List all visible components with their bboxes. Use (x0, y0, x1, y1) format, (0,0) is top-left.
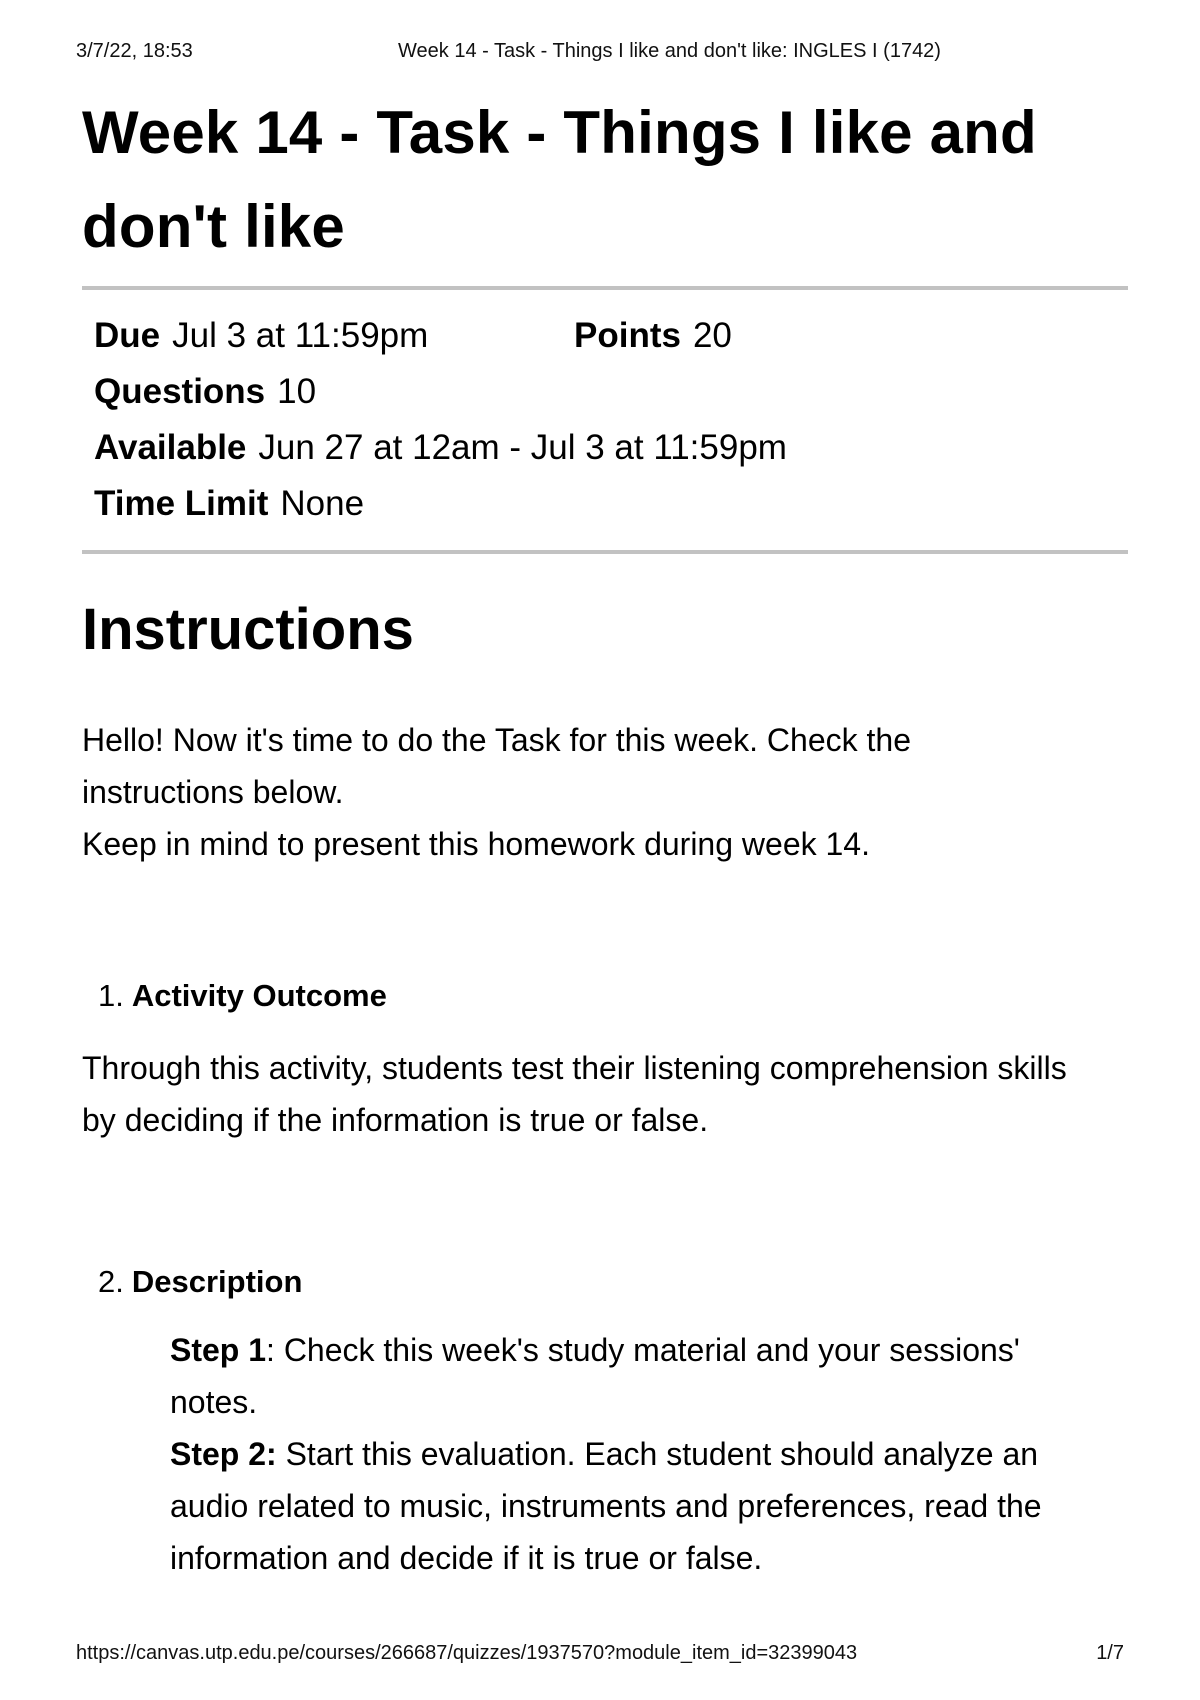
print-date: 3/7/22, 18:53 (76, 40, 193, 62)
list-number: 1. (98, 978, 124, 1013)
intro-line-1: Hello! Now it's time to do the Task for this week. Check the instructions below. (82, 722, 911, 810)
available-value: Jun 27 at 12am - Jul 3 at 11:59pm (258, 428, 787, 467)
step-1-label: Step 1 (170, 1332, 267, 1368)
questions-value: 10 (277, 372, 317, 411)
step-2-text: Start this evaluation. Each student should analyze an audio related to music, instruments and preferences, read the information and decide if it is true or false. (170, 1436, 1042, 1576)
activity-outcome-text: Through this activity, students test their listening comprehension skills by deciding if the information is true or false. (82, 1050, 1067, 1138)
intro-line-2: Keep in mind to present this homework during week 14. (82, 826, 870, 862)
due-value: Jul 3 at 11:59pm (172, 316, 429, 355)
step-2 (170, 1428, 1110, 1584)
step-1-text: : Check this week's study material and your sessions' notes. (170, 1332, 1020, 1420)
time-limit-label: Time Limit (94, 484, 269, 523)
due-row (94, 308, 1128, 364)
quiz-title: Week 14 - Task - Things I like and don't like (82, 99, 1037, 260)
points-field (574, 308, 732, 364)
time-limit-value: None (280, 484, 365, 523)
divider-bottom (82, 550, 1128, 554)
points-value: 20 (692, 316, 732, 355)
step-2-label: Step 2: (170, 1436, 277, 1472)
instructions-intro (82, 714, 1062, 870)
instructions-heading: Instructions (82, 597, 414, 662)
print-header (76, 40, 1124, 64)
points-label: Points (574, 316, 681, 355)
quiz-details (82, 290, 1128, 550)
step-1 (170, 1324, 1110, 1428)
questions-label: Questions (94, 372, 266, 411)
description-steps (82, 1324, 1110, 1584)
description-title: Description (131, 1264, 303, 1299)
print-footer (76, 1642, 1124, 1666)
activity-outcome-title: Activity Outcome (131, 978, 387, 1013)
time-limit-row (94, 476, 1128, 532)
list-number: 2. (98, 1264, 124, 1299)
page-url: https://canvas.utp.edu.pe/courses/266687/quizzes/1937570?module_item_id=32399043 (76, 1642, 858, 1664)
available-label: Available (94, 428, 247, 467)
questions-row (94, 364, 1128, 420)
description-heading (82, 1256, 1128, 1308)
print-document-title: Week 14 - Task - Things I like and don't like: INGLES I (1742) (398, 40, 941, 62)
due-label: Due (94, 316, 161, 355)
activity-outcome-heading (82, 970, 1128, 1022)
available-row (94, 420, 1128, 476)
page-number: 1/7 (1096, 1642, 1124, 1664)
quiz-content (82, 86, 1128, 1584)
